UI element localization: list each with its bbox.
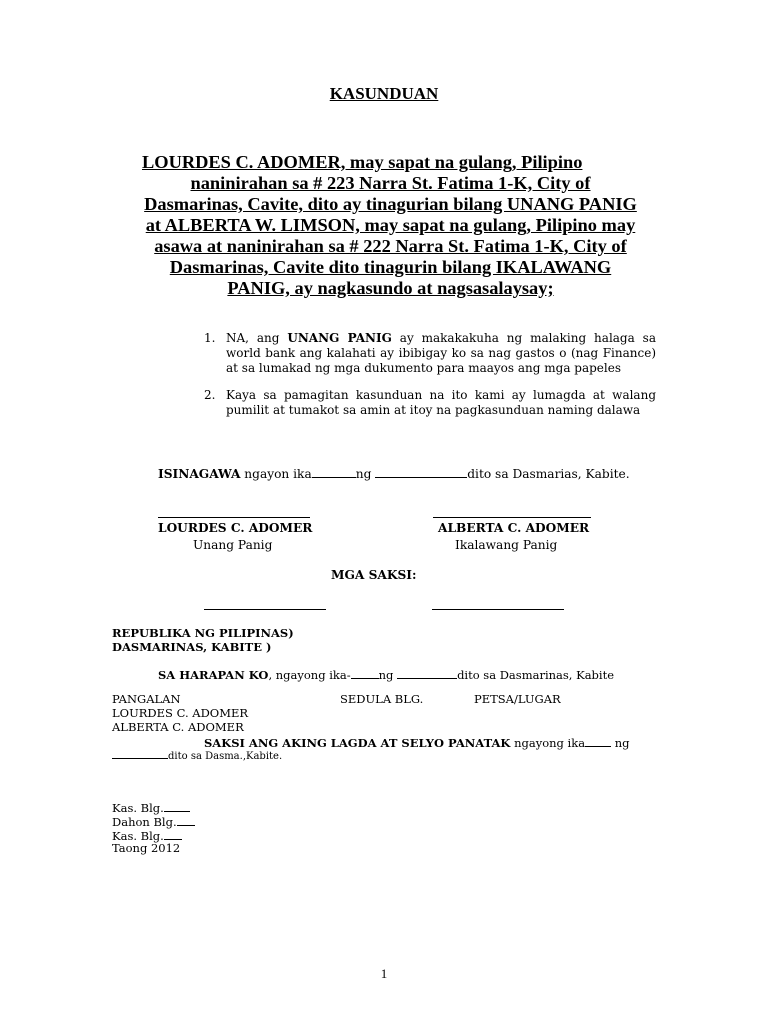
saksi-text-3: dito sa Dasma.,Kabite. bbox=[168, 751, 283, 762]
isinagawa-text-3: dito sa Dasmarias, Kabite. bbox=[467, 467, 630, 481]
signature-line-left bbox=[158, 517, 310, 518]
saksi-day-blank bbox=[585, 734, 611, 747]
saksi-label: SAKSI ANG AKING LAGDA AT SELYO PANATAK bbox=[204, 736, 511, 750]
isinagawa-text-1: ngayon ika bbox=[240, 467, 312, 481]
record-blank bbox=[164, 799, 190, 812]
harapan-day-blank bbox=[351, 666, 379, 679]
table-header-name: PANGALAN bbox=[112, 692, 181, 706]
table-header-petsa: PETSA/LUGAR bbox=[474, 692, 561, 706]
witness-label: MGA SAKSI: bbox=[331, 568, 417, 582]
list-item-text-pre: NA, ang bbox=[226, 331, 288, 345]
record-blank bbox=[177, 813, 195, 826]
intro-rest: naninirahan sa # 223 Narra St. Fatima 1-K, City of Dasmarinas, Cavite, dito ay tinagurian bilang UNANG PANIG at ALBERTA W. LIMSON, may sapat na gulang, Pilipino may asawa at naninirahan sa # 222 Narra St. Fatima 1-K, City of Dasmarinas, Cavite dito tinagurin bilang IKALAWANG PANIG, ay nagkasundo at nagsasalaysay; bbox=[144, 173, 637, 298]
intro-paragraph bbox=[142, 152, 639, 299]
list-item-text-post: ay makakakuha ng malaking halaga sa world bank ang kalahati ay ibibigay ko sa nag gastos o (nag Finance) at sa lumakad ng mga dukumento para maayos ang mga papeles bbox=[226, 331, 656, 375]
harapan-text-1: , ngayong ika- bbox=[268, 668, 351, 682]
isinagawa-line bbox=[158, 465, 630, 481]
list-item-text-pre: Kaya sa pamagitan kasunduan na ito kami ay lumagda at walang pumilit at tumakot sa amin at itoy na pagkasunduan naming dalawa bbox=[226, 388, 656, 417]
page-number: 1 bbox=[380, 966, 388, 981]
agreement-list bbox=[204, 331, 656, 430]
republika-line-1: REPUBLIKA NG PILIPINAS) bbox=[112, 626, 294, 640]
witness-line-right bbox=[432, 609, 564, 610]
table-row: LOURDES C. ADOMER bbox=[112, 706, 249, 720]
harapan-line bbox=[158, 666, 614, 682]
document-title: KASUNDUAN bbox=[329, 84, 439, 103]
saksi-text-2: ng bbox=[611, 736, 630, 750]
harapan-label: SA HARAPAN KO bbox=[158, 668, 269, 682]
record-kas-2-label: Kas. Blg. bbox=[112, 829, 164, 843]
intro-line-1: LOURDES C. ADOMER, may sapat na gulang, Pilipino bbox=[142, 152, 583, 172]
harapan-month-blank bbox=[397, 666, 457, 679]
list-item bbox=[204, 388, 656, 418]
list-item-text-bold: UNANG PANIG bbox=[287, 331, 392, 345]
day-blank bbox=[312, 465, 356, 478]
signatory-right-role: Ikalawang Panig bbox=[455, 538, 558, 552]
signatory-left-role: Unang Panig bbox=[193, 538, 273, 552]
harapan-text-2: ng bbox=[378, 668, 398, 682]
record-blank bbox=[164, 827, 182, 840]
saksi-month-blank bbox=[112, 748, 168, 759]
record-dahon-label: Dahon Blg. bbox=[112, 815, 177, 829]
month-blank bbox=[375, 465, 467, 478]
harapan-text-3: dito sa Dasmarinas, Kabite bbox=[457, 668, 615, 682]
list-item-number: 2. bbox=[204, 388, 216, 402]
signature-line-right bbox=[433, 517, 591, 518]
table-header-sedula: SEDULA BLG. bbox=[340, 692, 424, 706]
saksi-text-1: ngayong ika bbox=[510, 736, 586, 750]
witness-line-left bbox=[204, 609, 326, 610]
list-item-number: 1. bbox=[204, 331, 216, 345]
record-kas-1-label: Kas. Blg. bbox=[112, 801, 164, 815]
isinagawa-text-2: ng bbox=[355, 467, 376, 481]
table-row: ALBERTA C. ADOMER bbox=[112, 720, 244, 734]
signatory-right-name: ALBERTA C. ADOMER bbox=[438, 521, 590, 535]
republika-line-2: DASMARINAS, KABITE ) bbox=[112, 640, 272, 654]
record-taong: Taong 2012 bbox=[112, 841, 181, 855]
signatory-left-name: LOURDES C. ADOMER bbox=[158, 521, 313, 535]
isinagawa-label: ISINAGAWA bbox=[158, 467, 241, 481]
list-item bbox=[204, 331, 656, 376]
saksi-line-2 bbox=[112, 748, 282, 762]
